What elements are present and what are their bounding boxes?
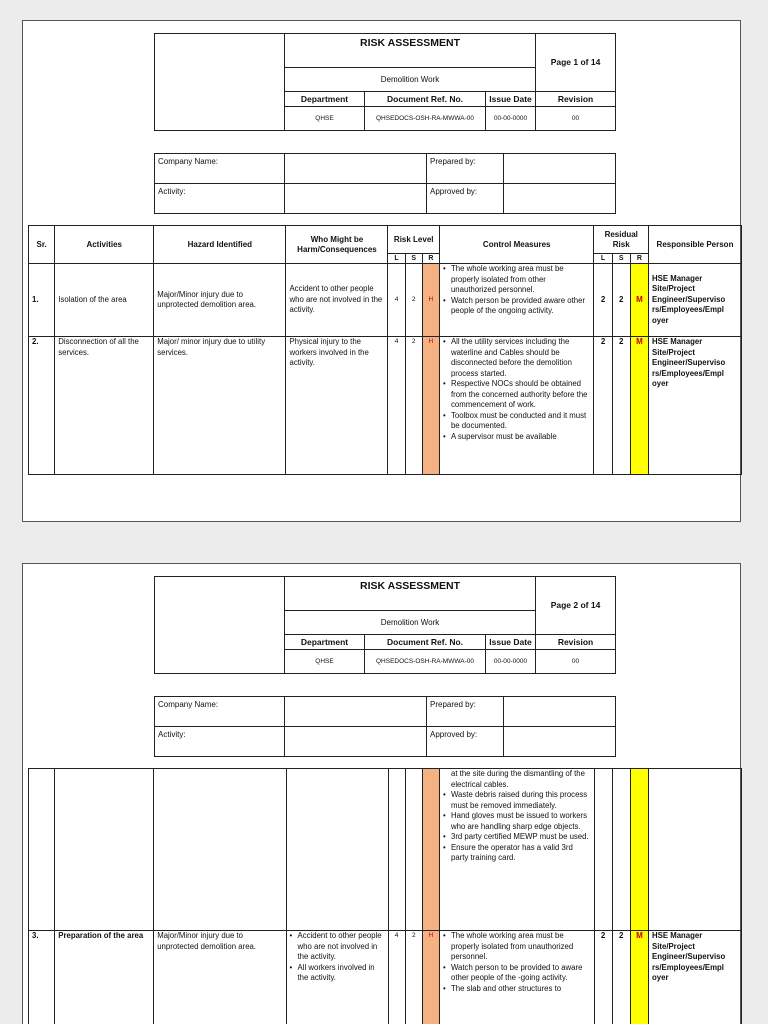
row-r [422, 769, 439, 931]
row-res-l: 2 [594, 264, 612, 337]
th-res-l: L [594, 254, 612, 264]
prepared-by-label: Prepared by: [427, 154, 504, 184]
row-responsible: HSE Manager Site/Project Engineer/Superviso rs/Employees/Empl oyer [649, 264, 742, 337]
th-hazard: Hazard Identified [154, 226, 286, 264]
issue-date-value: 00-00-0000 [486, 107, 536, 131]
th-responsible: Responsible Person [649, 226, 742, 264]
doc-ref-value: QHSEDOCS-OSH-RA-MWWA-00 [365, 107, 486, 131]
risk-table [28, 225, 742, 475]
company-name-value [285, 697, 427, 727]
approved-by-value [504, 727, 616, 757]
document-header [154, 33, 616, 131]
issue-date-value: 00-00-0000 [486, 650, 536, 674]
who-item: • All workers involved in the activity. [290, 963, 385, 984]
th-control: Control Measures [439, 226, 594, 264]
company-info [154, 153, 616, 214]
th-r: R [422, 254, 439, 264]
approved-by-label: Approved by: [427, 184, 504, 214]
logo-placeholder [155, 34, 285, 131]
document-title: RISK ASSESSMENT [285, 577, 536, 611]
activity-label: Activity: [155, 184, 285, 214]
document-page-1 [22, 20, 741, 522]
row-hazard: Major/ minor injury due to utility services. [154, 337, 286, 475]
page-number: Page 1 of 14 [536, 34, 616, 92]
row-s [405, 769, 422, 931]
control-item: • All the utility services including the waterline and Cables should be disconnected before the demolition process started. [443, 337, 591, 379]
control-item: at the site during the dismantling of the electrical cables. [450, 769, 585, 789]
th-risk-level: Risk Level [388, 226, 440, 254]
row-activity: Isolation of the area [55, 264, 154, 337]
row-hazard: Major/Minor injury due to unprotected demolition area. [154, 931, 286, 1024]
row-activity [55, 769, 154, 931]
control-item: • The whole working area must be properly isolated from unauthorized personnel. [443, 931, 591, 963]
table-row [29, 337, 742, 475]
row-l [388, 769, 405, 931]
document-subtitle: Demolition Work [285, 68, 536, 92]
row-activity: Preparation of the area [55, 931, 154, 1024]
row-controls [439, 769, 594, 931]
risk-table-continued [28, 768, 742, 1024]
row-hazard [154, 769, 286, 931]
control-item: • Respective NOCs should be obtained from the concerned authority before the commencement of work. [443, 379, 591, 411]
company-name-label: Company Name: [155, 697, 285, 727]
row-l: 4 [388, 337, 405, 475]
row-res-l: 2 [594, 931, 612, 1024]
row-r: H [422, 264, 439, 337]
prepared-by-value [504, 697, 616, 727]
th-s: S [405, 254, 422, 264]
issue-date-label: Issue Date [486, 92, 536, 107]
activity-value [285, 184, 427, 214]
row-res-s: 2 [612, 264, 630, 337]
revision-label: Revision [536, 92, 616, 107]
row-res-r: M [630, 931, 648, 1024]
row-r: H [422, 931, 439, 1024]
prepared-by-label: Prepared by: [427, 697, 504, 727]
control-item: • 3rd party certified MEWP must be used. [443, 832, 591, 843]
row-sr: 1. [29, 264, 55, 337]
control-item: • Waste debris raised during this process must be removed immediately. [443, 790, 591, 811]
document-title: RISK ASSESSMENT [285, 34, 536, 68]
table-row [29, 931, 742, 1024]
page-number: Page 2 of 14 [536, 577, 616, 635]
row-r: H [422, 337, 439, 475]
doc-ref-label: Document Ref. No. [365, 92, 486, 107]
row-controls [439, 931, 594, 1024]
row-hazard: Major/Minor injury due to unprotected demolition area. [154, 264, 286, 337]
row-sr: 3. [29, 931, 55, 1024]
revision-value: 00 [536, 650, 616, 674]
row-who [286, 769, 388, 931]
department-value: QHSE [285, 650, 365, 674]
doc-ref-label: Document Ref. No. [365, 635, 486, 650]
row-who [286, 931, 388, 1024]
department-label: Department [285, 92, 365, 107]
row-controls [439, 264, 594, 337]
row-responsible: HSE Manager Site/Project Engineer/Superviso rs/Employees/Empl oyer [649, 931, 742, 1024]
control-item: • The whole working area must be properly isolated from other unauthorized personnel. [443, 264, 591, 296]
row-res-l: 2 [594, 337, 612, 475]
control-item: • Hand gloves must be issued to workers who are handling sharp edge objects. [443, 811, 591, 832]
row-who: Physical injury to the workers involved in the activity. [286, 337, 388, 475]
th-sr: Sr. [29, 226, 55, 264]
company-name-label: Company Name: [155, 154, 285, 184]
activity-label: Activity: [155, 727, 285, 757]
table-row [29, 769, 742, 931]
control-item: • A supervisor must be available [443, 432, 591, 443]
document-subtitle: Demolition Work [285, 611, 536, 635]
row-sr [29, 769, 55, 931]
department-label: Department [285, 635, 365, 650]
company-info [154, 696, 616, 757]
revision-label: Revision [536, 635, 616, 650]
row-who: Accident to other people who are not involved in the activity. [286, 264, 388, 337]
approved-by-label: Approved by: [427, 727, 504, 757]
revision-value: 00 [536, 107, 616, 131]
table-row [29, 264, 742, 337]
prepared-by-value [504, 154, 616, 184]
th-who: Who Might be Harm/Consequences [286, 226, 388, 264]
issue-date-label: Issue Date [486, 635, 536, 650]
row-l: 4 [388, 931, 405, 1024]
control-item: • The slab and other structures to [443, 984, 591, 995]
row-sr: 2. [29, 337, 55, 475]
row-res-l [594, 769, 612, 931]
row-l: 4 [388, 264, 405, 337]
control-item: • Toolbox must be conducted and it must be documented. [443, 411, 591, 432]
row-res-s [612, 769, 630, 931]
th-activities: Activities [55, 226, 154, 264]
th-res-r: R [630, 254, 648, 264]
row-res-r: M [630, 337, 648, 475]
row-activity: Disconnection of all the services. [55, 337, 154, 475]
row-s: 2 [405, 931, 422, 1024]
control-item: • Ensure the operator has a valid 3rd party training card. [443, 843, 591, 864]
document-header [154, 576, 616, 674]
row-responsible: HSE Manager Site/Project Engineer/Superviso rs/Employees/Empl oyer [649, 337, 742, 475]
control-item: • Watch person be provided aware other people of the ongoing activity. [443, 296, 591, 317]
approved-by-value [504, 184, 616, 214]
control-item: • Watch person to be provided to aware other people of the -going activity. [443, 963, 591, 984]
row-responsible [649, 769, 742, 931]
department-value: QHSE [285, 107, 365, 131]
row-res-r: M [630, 264, 648, 337]
th-res-s: S [612, 254, 630, 264]
activity-value [285, 727, 427, 757]
row-res-s: 2 [612, 337, 630, 475]
logo-placeholder [155, 577, 285, 674]
doc-ref-value: QHSEDOCS-OSH-RA-MWWA-00 [365, 650, 486, 674]
who-item: • Accident to other people who are not involved in the activity. [290, 931, 385, 963]
row-s: 2 [405, 337, 422, 475]
company-name-value [285, 154, 427, 184]
row-res-s: 2 [612, 931, 630, 1024]
row-controls [439, 337, 594, 475]
row-s: 2 [405, 264, 422, 337]
th-residual: Residual Risk [594, 226, 649, 254]
th-l: L [388, 254, 405, 264]
row-res-r [630, 769, 648, 931]
document-page-2 [22, 563, 741, 1024]
